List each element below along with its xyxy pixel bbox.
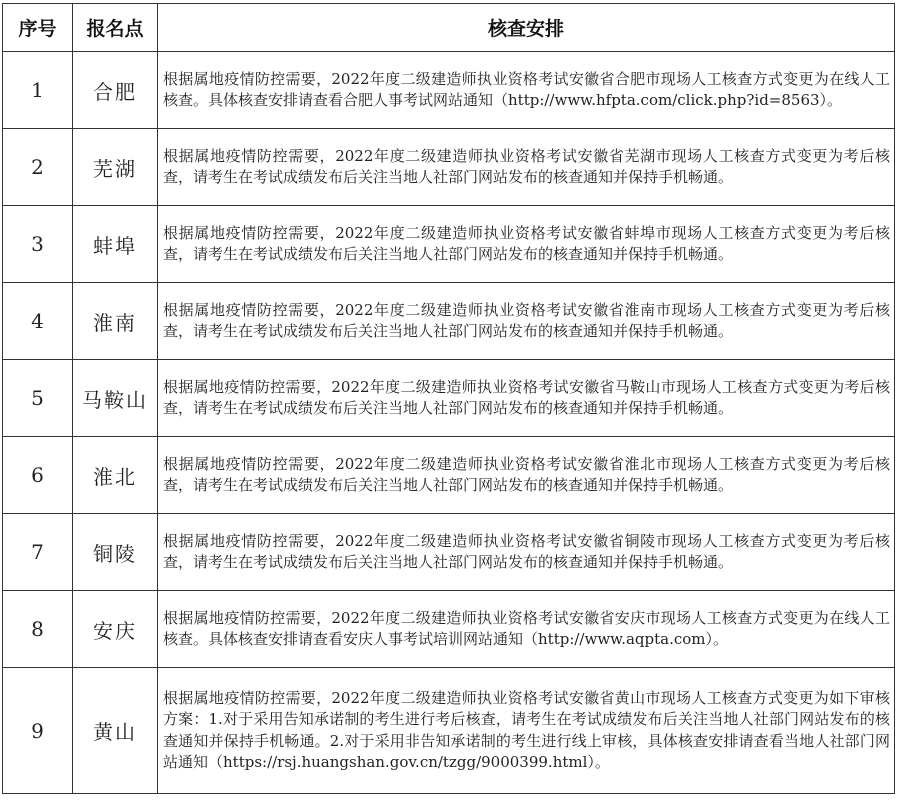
row-index: 6 bbox=[3, 437, 73, 514]
table-row bbox=[3, 514, 895, 591]
header-location: 报名点 bbox=[73, 4, 158, 52]
row-index: 1 bbox=[3, 52, 73, 129]
row-arrangement: 根据属地疫情防控需要，2022年度二级建造师执业资格考试安徽省黄山市现场人工核查方式变更为如下审核方案：1.对于采用告知承诺制的考生进行考后核查，请考生在考试成绩发布后关注当地人社部门网站发布的核查通知并保持手机畅通。2.对于采用非告知承诺制的考生进行线上审核，具体核查安排请查看当地人社部门网站通知（https://rsj.huangshan.gov.cn/tzgg/9000399.html）。 bbox=[158, 668, 895, 794]
table-row bbox=[3, 360, 895, 437]
table-row bbox=[3, 52, 895, 129]
row-arrangement: 根据属地疫情防控需要，2022年度二级建造师执业资格考试安徽省淮北市现场人工核查方式变更为考后核查，请考生在考试成绩发布后关注当地人社部门网站发布的核查通知并保持手机畅通。 bbox=[158, 437, 895, 514]
row-city: 铜陵 bbox=[73, 514, 158, 591]
row-city: 芜湖 bbox=[73, 129, 158, 206]
row-arrangement: 根据属地疫情防控需要，2022年度二级建造师执业资格考试安徽省合肥市现场人工核查方式变更为在线人工核查。具体核查安排请查看合肥人事考试网站通知（http://www.hfpta.com/click.php?id=8563）。 bbox=[158, 52, 895, 129]
row-index: 7 bbox=[3, 514, 73, 591]
table-row bbox=[3, 129, 895, 206]
table-row bbox=[3, 668, 895, 794]
row-index: 4 bbox=[3, 283, 73, 360]
row-arrangement: 根据属地疫情防控需要，2022年度二级建造师执业资格考试安徽省芜湖市现场人工核查方式变更为考后核查，请考生在考试成绩发布后关注当地人社部门网站发布的核查通知并保持手机畅通。 bbox=[158, 129, 895, 206]
row-city: 蚌埠 bbox=[73, 206, 158, 283]
row-city: 马鞍山 bbox=[73, 360, 158, 437]
table-row bbox=[3, 437, 895, 514]
header-index: 序号 bbox=[3, 4, 73, 52]
row-arrangement: 根据属地疫情防控需要，2022年度二级建造师执业资格考试安徽省淮南市现场人工核查方式变更为考后核查，请考生在考试成绩发布后关注当地人社部门网站发布的核查通知并保持手机畅通。 bbox=[158, 283, 895, 360]
table-row bbox=[3, 206, 895, 283]
row-arrangement: 根据属地疫情防控需要，2022年度二级建造师执业资格考试安徽省铜陵市现场人工核查方式变更为考后核查，请考生在考试成绩发布后关注当地人社部门网站发布的核查通知并保持手机畅通。 bbox=[158, 514, 895, 591]
row-index: 2 bbox=[3, 129, 73, 206]
row-city: 安庆 bbox=[73, 591, 158, 668]
row-city: 淮北 bbox=[73, 437, 158, 514]
table-row bbox=[3, 283, 895, 360]
row-arrangement: 根据属地疫情防控需要，2022年度二级建造师执业资格考试安徽省蚌埠市现场人工核查方式变更为考后核查，请考生在考试成绩发布后关注当地人社部门网站发布的核查通知并保持手机畅通。 bbox=[158, 206, 895, 283]
row-index: 3 bbox=[3, 206, 73, 283]
row-index: 8 bbox=[3, 591, 73, 668]
verification-schedule-table bbox=[2, 3, 895, 794]
row-city: 黄山 bbox=[73, 668, 158, 794]
row-index: 9 bbox=[3, 668, 73, 794]
table-row bbox=[3, 591, 895, 668]
row-arrangement: 根据属地疫情防控需要，2022年度二级建造师执业资格考试安徽省安庆市现场人工核查方式变更为在线人工核查。具体核查安排请查看安庆人事考试培训网站通知（http://www.aqpta.com）。 bbox=[158, 591, 895, 668]
header-arrangement: 核查安排 bbox=[158, 4, 895, 52]
row-city: 淮南 bbox=[73, 283, 158, 360]
row-index: 5 bbox=[3, 360, 73, 437]
table-header-row bbox=[3, 4, 895, 52]
row-arrangement: 根据属地疫情防控需要，2022年度二级建造师执业资格考试安徽省马鞍山市现场人工核查方式变更为考后核查，请考生在考试成绩发布后关注当地人社部门网站发布的核查通知并保持手机畅通。 bbox=[158, 360, 895, 437]
row-city: 合肥 bbox=[73, 52, 158, 129]
